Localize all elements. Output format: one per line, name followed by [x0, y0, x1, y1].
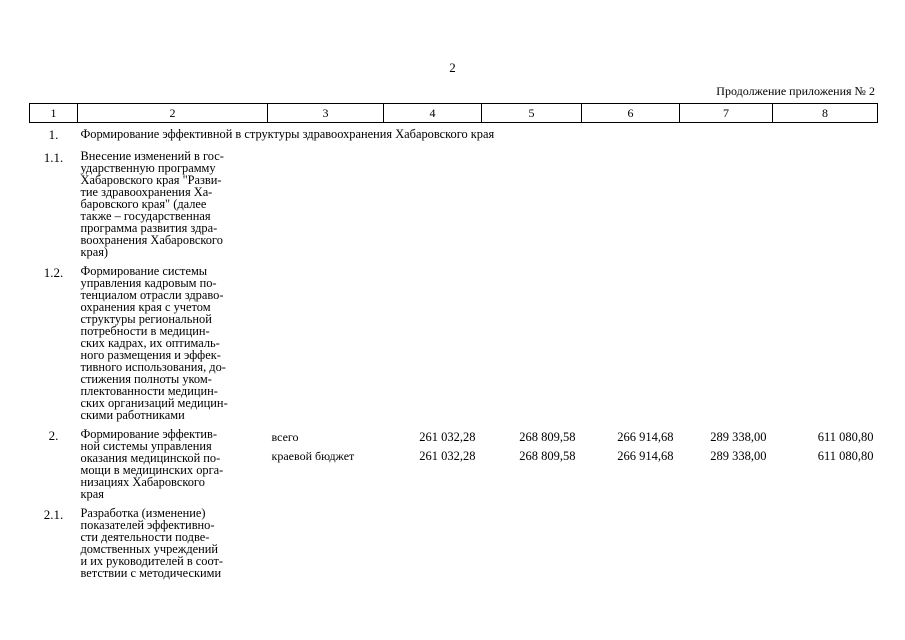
- funding-source: всего краевой бюджет: [271, 430, 355, 463]
- row-title: Внесение изменений в гос- ударственную программу Хабаровского края "Разви- тие здравоохранения Ха- баровского края" (далее также – государственная программа развития здра- воохранения Хабаровского края): [80, 149, 224, 259]
- amount-cell: 611 080,80 611 080,80: [817, 430, 874, 463]
- table-row: [30, 123, 878, 147]
- column-header: 1: [30, 104, 78, 123]
- row-number: 1.2.: [43, 265, 64, 280]
- column-header: 3: [268, 104, 384, 123]
- amount-cell: 266 914,68 266 914,68: [617, 430, 674, 463]
- column-header: 6: [582, 104, 680, 123]
- row-title: Разработка (изменение) показателей эффективно- сти деятельности подве- домственных учреждений и их руководителей в соот- ветствии с методическими: [80, 506, 224, 580]
- table-row: [30, 146, 878, 261]
- row-number: 1.: [48, 127, 59, 142]
- budget-table: [29, 103, 878, 582]
- row-number: 1.1.: [43, 150, 64, 165]
- row-number: 2.: [48, 428, 59, 443]
- row-title: Формирование эффектив- ной системы управления оказания медицинской по- мощи в медицинских орга- низациях Хабаровского края: [80, 427, 224, 501]
- column-header: 8: [773, 104, 878, 123]
- amount-cell: 268 809,58 268 809,58: [519, 430, 576, 463]
- column-header: 7: [680, 104, 773, 123]
- table-row: [30, 261, 878, 424]
- appendix-continuation-label: Продолжение приложения № 2: [716, 84, 875, 98]
- amount-cell: 289 338,00 289 338,00: [710, 430, 767, 463]
- row-title: Формирование системы управления кадровым по- тенциалом отрасли здраво- охранения края с учетом структуры региональной потребности в медицин- ских кадрах, их оптималь- ного размещения и эффек- тивного использования, до- стижения полноты уком- плектованности медицин- ских организаций медицин- скими работниками: [80, 264, 228, 422]
- amount-cell: 261 032,28 261 032,28: [419, 430, 476, 463]
- row-number: 2.1.: [43, 507, 64, 522]
- table-row: [30, 424, 878, 503]
- page-number: 2: [449, 60, 456, 75]
- table-row: [30, 503, 878, 582]
- column-header: 2: [78, 104, 268, 123]
- column-header: 4: [384, 104, 482, 123]
- column-number-header: [30, 104, 878, 123]
- row-title: Формирование эффективной в структуры здравоохранения Хабаровского края: [80, 127, 495, 141]
- column-header: 5: [482, 104, 582, 123]
